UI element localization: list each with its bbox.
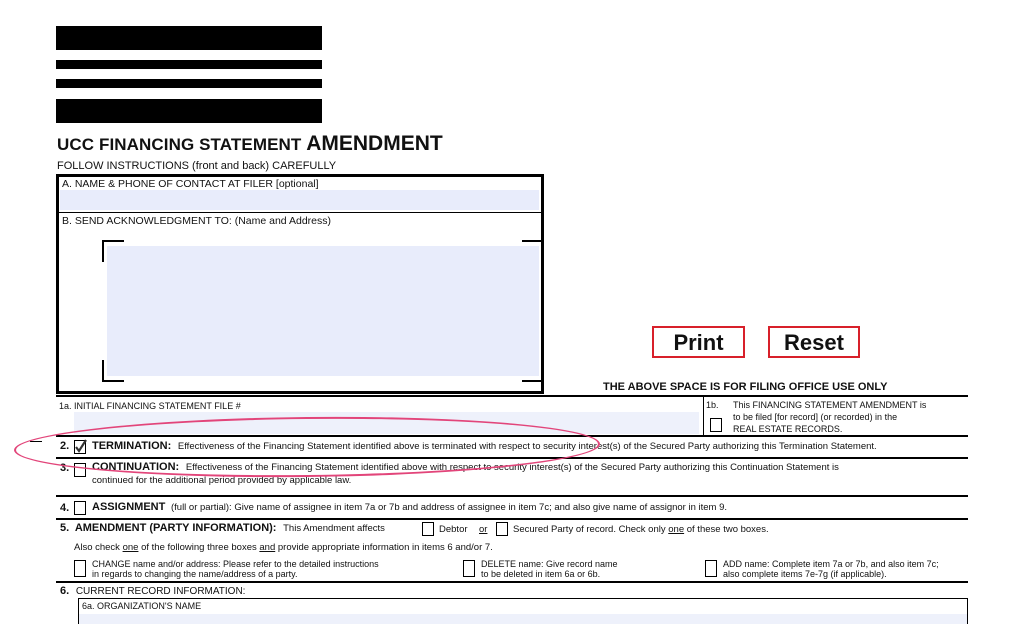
secured-party-label: Secured Party of record. Check only — [513, 524, 666, 535]
organization-name-label: 6a. ORGANIZATION'S NAME — [82, 601, 202, 611]
termination-label: TERMINATION: — [92, 440, 172, 452]
also-check-part1: Also check — [74, 542, 120, 553]
section-b-label: B. SEND ACKNOWLEDGMENT TO: (Name and Address) — [62, 215, 331, 227]
item-1b-line1: This FINANCING STATEMENT AMENDMENT is — [733, 400, 927, 410]
only-one-emphasis: one — [668, 524, 685, 535]
item-4-number: 4. — [60, 502, 70, 514]
rule-above-6a — [78, 598, 968, 599]
also-check-and: and — [259, 542, 276, 553]
secured-party-checkbox[interactable] — [496, 522, 508, 536]
rule-above-1a — [56, 395, 968, 397]
item-1b-line2: to be filed [for record] (or recorded) in the — [733, 412, 898, 422]
6a-right-border — [967, 598, 968, 624]
form-subtitle: FOLLOW INSTRUCTIONS (front and back) CAREFULLY — [57, 160, 337, 172]
add-name-line2: also complete items 7e-7g (if applicable). — [723, 569, 887, 579]
termination-text: Effectiveness of the Financing Statement identified above is terminated with respect to security interest(s) of the Secured Party authorizing this Termination Statement. — [177, 441, 877, 452]
item-3-number: 3. — [60, 462, 70, 474]
continuation-label: CONTINUATION: — [92, 461, 180, 473]
divider-1a-1b — [703, 397, 704, 435]
amendment-party-label: AMENDMENT (PARTY INFORMATION): — [74, 522, 277, 534]
item-2-number: 2. — [60, 440, 70, 452]
change-name-checkbox[interactable] — [74, 560, 86, 577]
item-1a-label: 1a. INITIAL FINANCING STATEMENT FILE # — [59, 401, 241, 411]
continuation-text-line2: continued for the additional period provided by applicable law. — [92, 475, 352, 486]
item-6-row — [60, 585, 245, 597]
assignment-text: (full or partial): Give name of assignee in item 7a or 7b and address of assignee in item 7c; and also give name of assignor in item 9. — [170, 502, 728, 513]
or-label: or — [479, 524, 488, 535]
form-title — [57, 132, 443, 156]
item-4-row — [92, 501, 727, 513]
also-check-part2: of the following three boxes — [141, 542, 257, 553]
item-1b-line3: REAL ESTATE RECORDS. — [733, 424, 843, 434]
redaction-bar-2 — [56, 60, 322, 69]
form-title-part2: AMENDMENT — [306, 132, 443, 155]
also-check-part3: provide appropriate information in items 6 and/or 7. — [277, 542, 493, 553]
rule-above-5 — [56, 518, 968, 520]
section-a-label: A. NAME & PHONE OF CONTACT AT FILER [optional] — [62, 178, 319, 190]
of-these-text: of these two boxes. — [686, 524, 769, 535]
secured-party-text — [513, 524, 769, 535]
add-name-line1: ADD name: Complete item 7a or 7b, and also item 7c; — [723, 559, 939, 569]
organization-name-field[interactable] — [79, 614, 967, 624]
corner-mark-bottom-right — [522, 360, 544, 382]
current-record-label: CURRENT RECORD INFORMATION: — [75, 586, 246, 597]
reset-button[interactable]: Reset — [768, 326, 860, 358]
item-6-number: 6. — [60, 585, 70, 597]
debtor-checkbox[interactable] — [422, 522, 434, 536]
debtor-label: Debtor — [439, 524, 468, 535]
also-check-one: one — [122, 542, 139, 553]
add-name-checkbox[interactable] — [705, 560, 717, 577]
change-name-line1: CHANGE name and/or address: Please refer to the detailed instructions — [92, 559, 379, 569]
delete-name-line1: DELETE name: Give record name — [481, 559, 618, 569]
form-title-part1: UCC FINANCING STATEMENT — [57, 135, 307, 154]
item-1b-number: 1b. — [706, 400, 719, 410]
redaction-bar-3 — [56, 79, 322, 88]
contact-at-filer-field[interactable] — [60, 190, 539, 210]
redaction-bar-4 — [56, 99, 322, 123]
assignment-label: ASSIGNMENT — [92, 501, 166, 513]
corner-mark-bottom-left — [102, 360, 124, 382]
print-button[interactable]: Print — [652, 326, 745, 358]
change-name-line2: in regards to changing the name/address of a party. — [92, 569, 298, 579]
rule-above-4 — [56, 495, 968, 497]
delete-name-checkbox[interactable] — [463, 560, 475, 577]
acknowledgment-address-field[interactable] — [107, 246, 539, 376]
item-5-number: 5. — [60, 522, 70, 534]
continuation-text: Effectiveness of the Financing Statement identified above with respect to security interest(s) of the Secured Party authorizing this Continuation Statement is — [185, 462, 839, 473]
also-check-instructions — [74, 542, 493, 553]
corner-mark-top-left — [102, 240, 124, 262]
rule-above-6 — [56, 581, 968, 583]
assignment-checkbox[interactable] — [74, 501, 86, 515]
redaction-bar-1 — [56, 26, 322, 50]
section-divider — [59, 212, 542, 213]
affects-text: This Amendment affects — [283, 523, 385, 534]
item-5-row — [60, 522, 385, 534]
delete-name-line2: to be deleted in item 6a or 6b. — [481, 569, 601, 579]
real-estate-records-checkbox[interactable] — [710, 418, 722, 432]
filing-office-note: THE ABOVE SPACE IS FOR FILING OFFICE USE ONLY — [603, 381, 888, 393]
corner-mark-top-right — [522, 240, 544, 262]
